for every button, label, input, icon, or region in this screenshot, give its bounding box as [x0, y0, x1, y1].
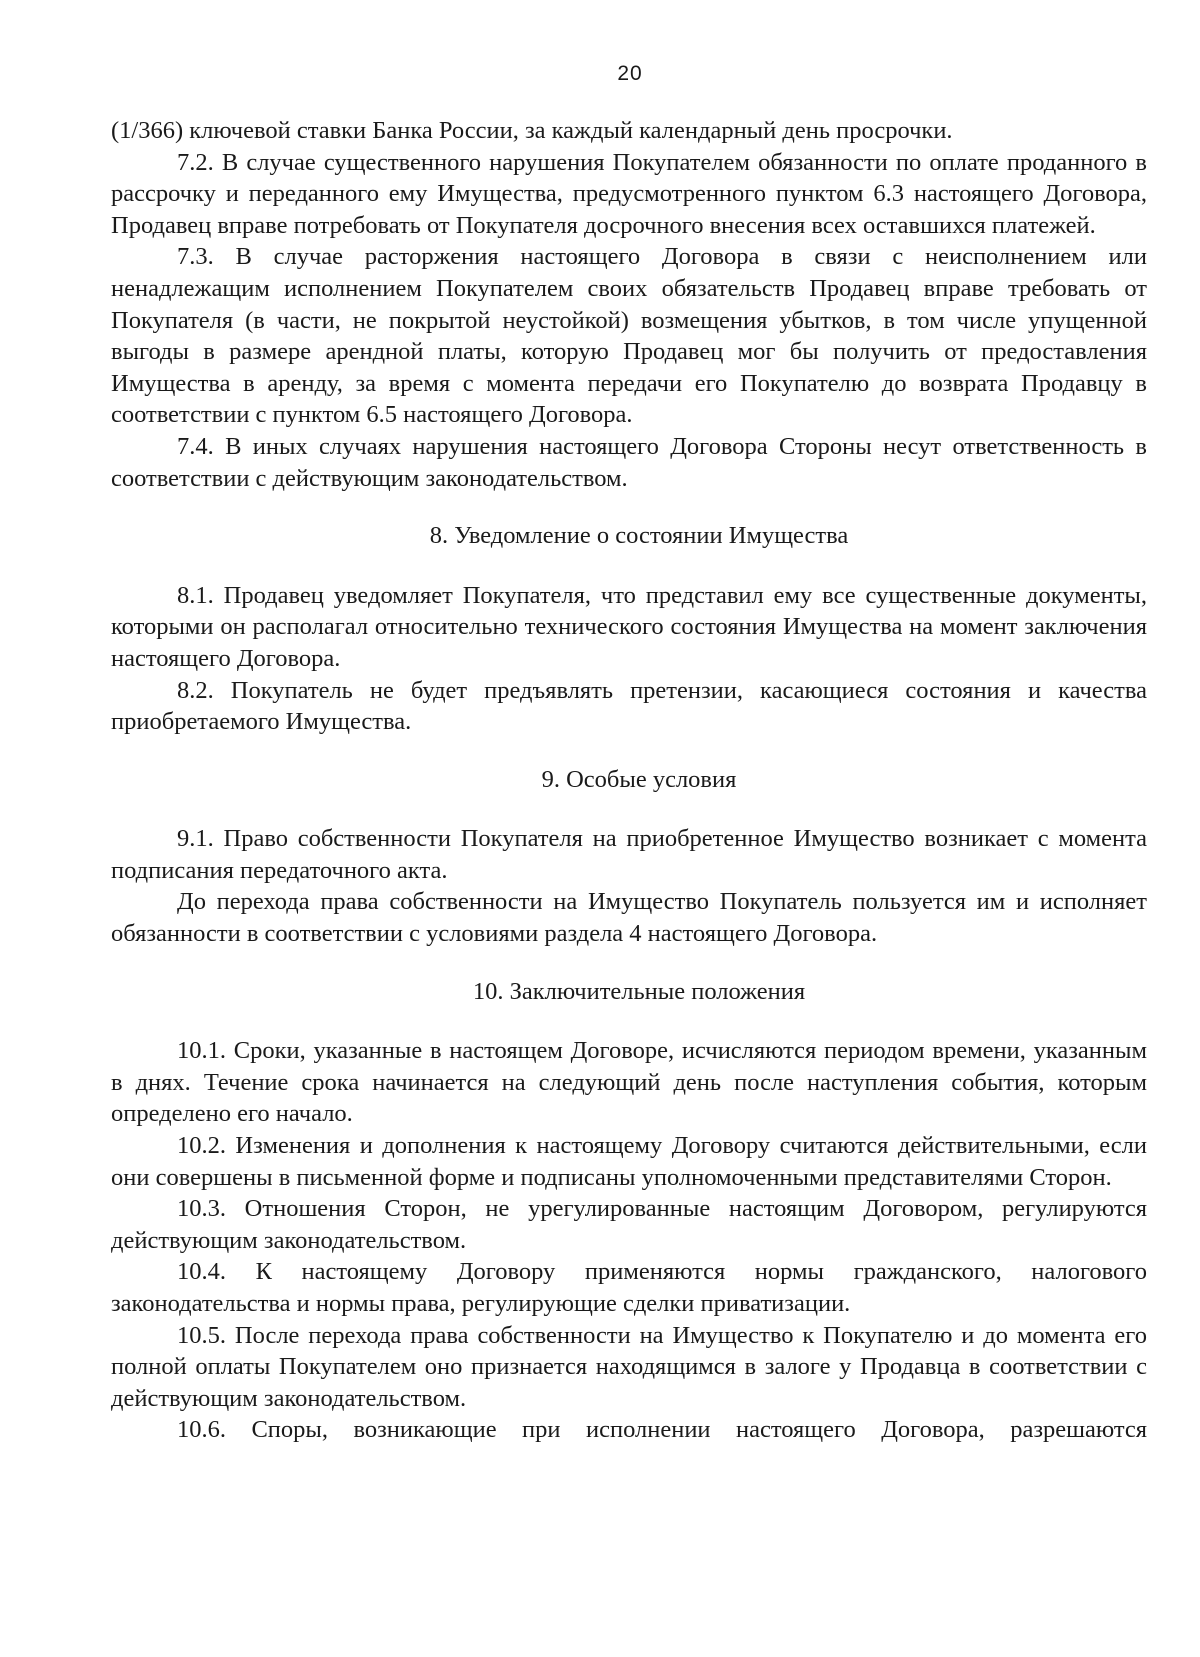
document-body	[111, 115, 1147, 1446]
paragraph-10-6: 10.6. Споры, возникающие при исполнении настоящего Договора, разрешаются	[177, 1416, 1147, 1444]
paragraph-10-3: 10.3. Отношения Сторон, не урегулированные настоящим Договором, регулируются действующим законодательством.	[111, 1195, 1147, 1254]
paragraph-7-3: 7.3. В случае расторжения настоящего Договора в связи с неисполнением или ненадлежащим исполнением Покупателем своих обязательств Продавец вправе требовать от Покупателя (в части, не покрытой неустойкой) возмещения убытков, в том числе упущенной выгоды в размере арендной платы, которую Продавец мог бы получить от предоставления Имущества в аренду, за время с момента передачи его Покупателю до возврата Продавцу в соответствии с пунктом 6.5 настоящего Договора.	[111, 243, 1147, 429]
page-number: 20	[617, 62, 643, 85]
paragraph-7-2: 7.2. В случае существенного нарушения Покупателем обязанности по оплате проданного в рассрочку и переданного ему Имущества, предусмотренного пунктом 6.3 настоящего Договора, Продавец вправе потребовать от Покупателя досрочного внесения всех оставшихся платежей.	[111, 148, 1147, 239]
paragraph-7-4: 7.4. В иных случаях нарушения настоящего Договора Стороны несут ответственность в соответствии с действующим законодательством.	[111, 432, 1147, 492]
paragraph-10-1: 10.1. Сроки, указанные в настоящем Договоре, исчисляются периодом времени, указанным в днях. Течение срока начинается на следующий день после наступления события, которым определено его начало.	[111, 1037, 1147, 1128]
paragraph-8-2: 8.2. Покупатель не будет предъявлять претензии, касающиеся состояния и качества приобретаемого Имущества.	[111, 676, 1147, 736]
section-10-title: 10. Заключительные положения	[472, 977, 806, 1005]
paragraph-10-2: 10.2. Изменения и дополнения к настоящему Договору считаются действительными, если они совершены в письменной форме и подписаны уполномоченными представителями Сторон.	[111, 1132, 1147, 1191]
paragraph-9-1-continued: До перехода права собственности на Имущество Покупатель пользуется им и исполняет обязанности в соответствии с условиями раздела 4 настоящего Договора.	[111, 888, 1147, 948]
paragraph-continuation: (1/366) ключевой ставки Банка России, за каждый календарный день просрочки.	[111, 117, 953, 144]
paragraph-10-4: 10.4. К настоящему Договору применяются нормы гражданского, налогового законодательства и нормы права, регулирующие сделки приватизации.	[111, 1258, 1147, 1317]
paragraph-8-1: 8.1. Продавец уведомляет Покупателя, что представил ему все существенные документы, которыми он располагал относительно технического состояния Имущества на момент заключения настоящего Договора.	[111, 581, 1147, 672]
paragraph-10-5: 10.5. После перехода права собственности на Имущество к Покупателю и до момента его полной оплаты Покупателем оно признается находящимся в залоге у Продавца в соответствии с действующим законодательством.	[111, 1321, 1147, 1412]
section-9-title: 9. Особые условия	[541, 765, 737, 793]
section-8-title: 8. Уведомление о состоянии Имущества	[429, 522, 849, 550]
paragraph-9-1: 9.1. Право собственности Покупателя на приобретенное Имущество возникает с момента подписания передаточного акта.	[111, 825, 1147, 884]
